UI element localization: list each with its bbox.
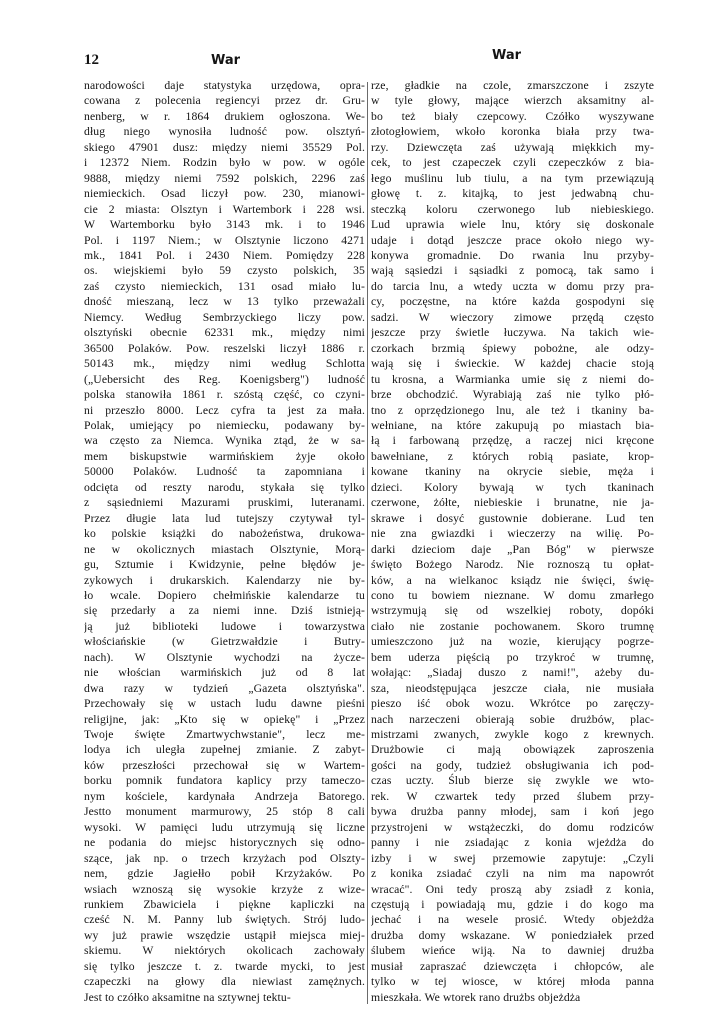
text-line: borku pomnik fundatora kaplicy przy tameczo- [84,774,365,788]
text-line: ne w okolicznych miastach Olsztynie, Morą- [84,542,365,556]
text-line: cek, to jest czapeczek czyli czepeczków z bia- [371,156,654,170]
text-line: bawełniane, z których robią pasiate, krop- [371,449,654,463]
text-line: skrawe i dosyć gustownie dobierane. Lud ten [371,511,654,525]
text-line: steczką koloru czerwonego lub niebieskiego. [371,202,654,216]
column-divider [367,82,368,1004]
text-line: się tylko jeszcze t. z. twarde mycki, to jest [84,959,365,973]
text-line: ślubem wieńce wiją. Na to dawniej drużba [371,944,654,958]
text-line: cowana z polecenia regiencyi przez dr. Gru- [84,94,365,108]
text-line: wają się i świeckie. W każdej chacie stoją [371,357,654,371]
text-line: święto Bożego Narodz. Nie roznoszą tu opłat- [371,558,654,572]
text-line: Przechowały się w ustach ludu dawne pieśni [84,697,365,711]
text-line: konywa gromadnie. Do rwania lnu przyby- [371,248,654,262]
text-line: wsiach wznoszą się wysokie krzyże z wize- [84,882,365,896]
text-line: zykowych i drukarskich. Kalendarzy nie by- [84,573,365,587]
text-line: rze, gładkie na czole, zmarszczone i zszyte [371,79,654,92]
text-line: pieszo iść obok wozu. Wkrótce po zaręczy- [371,697,654,711]
text-line: skiego 47901 dusz: między niemi 35529 Pol. [84,140,365,154]
text-line: ło wcale. Dopiero chełmińskie kalendarze tu [84,588,365,602]
text-line: ni przeszło 8000. Lecz cyfra ta jest za mała. [84,403,365,417]
text-line: 9888, między niemi 7592 polskich, 2296 zaś [84,171,365,185]
text-line: lodya ich uległa zupełnej zmianie. Z zabyt- [84,743,365,757]
text-line: mk., 1841 Pol. i 2430 Niem. Pomiędzy 228 [84,248,365,262]
text-line: os. wiejskiemi było 59 czysto polskich, 35 [84,264,365,278]
text-line: jeszcze przy świetle łuczywa. Na takich wie- [371,326,654,340]
text-line: wy już prawie wszędzie ustąpił miejsca miej- [84,928,365,942]
text-line: cześć N. M. Panny lub świętych. Strój ludo- [84,913,365,927]
text-line: w tyle głowy, mające wierzch aksamitny al- [371,94,654,108]
text-line: do tarcia lnu, a wtedy uczta w domu przy pra- [371,279,654,293]
text-line: bem uderza pięścią po trzykroć w trumnę, [371,650,654,664]
text-line: mistrzami zwanych, zwykle kogo z krewnych. [371,728,654,742]
text-line: 50000 Polaków. Ludność ta zapomniana i [84,465,365,479]
text-line: przystrojeni w wstążeczki, do domu rodziców [371,820,654,834]
text-line: niemieckich. Osad liczył pow. 230, mianowi- [84,187,365,201]
text-line: ków przeszłości przechował się w Wartem- [84,758,365,772]
text-line: cy, poczęstne, na które każda gospodyni się [371,295,654,309]
text-line: rzy. Dziewczęta zaś używają miękkich my- [371,140,654,154]
text-line: tylko w tej wiosce, w której młoda panna [371,975,654,989]
text-line: czapeczki na głowy dla niewiast zamężnych. [84,975,365,989]
text-line: gości na gody, tudzież obsługiwania ich pod- [371,758,654,772]
text-line: skiemu. W niektórych okolicach zachowały [84,944,365,958]
text-line: darki dzieciom daje „Pan Bóg" w pierwsze [371,542,654,556]
text-line: Jestto monument marmurowy, 25 stóp 8 cali [84,805,365,819]
text-line: dwa razy w tydzień „Gazeta olsztyńska". [84,681,365,695]
text-line: dność mieszaną, lecz w 13 tylko przeważali [84,295,365,309]
text-line: mieszkała. We wtorek rano drużbs objeżdża [371,990,581,1004]
text-column-left [84,78,365,1004]
text-line: mem biskupstwie warmińskiem żyje około [84,449,365,463]
text-line: ne podania do miejsc historycznych się odno- [84,836,365,850]
text-line: się przedarły a za niemi inne. Dziś istnieją- [84,604,365,618]
text-line: czorkach brzmią śpiewy pobożne, ale odzy- [371,341,654,355]
text-line: dług niego wynosiła ludność pow. olsztyń- [84,125,365,139]
text-line: wracać". Oni tedy proszą aby zsiadł z konia, [371,882,654,896]
text-line: runkiem Zbawiciela i piękne kapliczki na [84,898,365,912]
text-line: bywa drużba panny młodej, sam i koń jego [371,805,654,819]
text-line: ciało nie zostanie pochowanem. Skoro trumnę [371,619,654,633]
text-line: wełniane, na które zakupują po miastach bia- [371,418,654,432]
text-line: jechać i na wesele prosić. Wtedy objeżdża [371,913,654,927]
text-line: bo też biały czepcowy. Czółko wyszywane [371,109,654,123]
text-line: częstują i powiadają mu, gdzie i do kogo ma [371,898,654,912]
text-line: włościańskie (w Gietrzwałdzie i Butry- [84,635,365,649]
text-line: Jest to czółko aksamitne na sztywnej tektu- [84,990,291,1004]
text-line: odcięta od reszty narodu, stykała się tylko [84,480,365,494]
text-line: nem, gdzie Jagiełło pobił Krzyżaków. Po [84,867,365,881]
text-line: ją już biblioteki ludowe i towarzystwa [84,619,365,633]
text-line: Niemcy. Według Sembrzyckiego liczy pow. [84,310,365,324]
text-line: nie włościan warmińskich już od 8 lat [84,666,365,680]
text-line: Drużbowie ci mają obowiązek zaproszenia [371,743,654,757]
text-line: drużba domy wskazane. W poniedziałek przed [371,928,654,942]
text-line: brze obchodzić. Wyrabiają zaś nie tylko płó- [371,388,654,402]
text-line: umieszczono już na wozie, kierujący pogrze- [371,635,654,649]
text-line: tu krosna, a Warmianka umie się z niemi do- [371,372,654,386]
text-line: cono tu bowiem nieznane. W domu zmarłego [371,588,654,602]
text-line: Pol. i 1197 Niem.; w Olsztynie liczono 4271 [84,233,365,247]
text-line: wołając: „Siadaj duszo z nami!", ażeby du- [371,666,654,680]
text-line: Polak, umiejący po niemiecku, podawany by- [84,418,365,432]
text-line: polska stanowiła 1861 r. szóstą część, co czyni- [84,388,365,402]
text-line: nie zna gwiazdki i wieczerzy na wilię. Po- [371,527,654,541]
text-line: z sąsiedniemi Mazurami pruskimi, luteranami. [84,496,365,510]
text-line: 36500 Polaków. Pow. reszelski liczył 1886 r. [84,341,365,355]
text-line: religijne, jak: „Kto się w opiekę" i „Przez [84,712,365,726]
running-head-left: War [211,53,241,68]
text-line: cie 2 miasta: Olsztyn i Wartembork i 228 wsi. [84,202,365,216]
text-line: wają sąsiedzi i sąsiadki z pomocą, tak samo i [371,264,654,278]
text-line: nach). W Olsztynie wychodzi na życze- [84,650,365,664]
text-line: sadzi. W wieczory zimowe przędą często [371,310,654,324]
page-header [0,48,720,74]
text-line: olsztyński obecnie 62331 mk., między nimi [84,326,365,340]
text-line: kowane tkaniny na okrycie siebie, męża i [371,465,654,479]
text-line: W Wartemborku było 3143 mk. i to 1946 [84,218,365,232]
text-line: ko polskie książki do nabożeństwa, drukowa- [84,527,365,541]
text-line: izby i w swej przemowie zapytuje: „Czyli [371,851,654,865]
text-line: panny i nie zsiadając z konia wjeżdża do [371,836,654,850]
text-line: nach narzeczeni obierają sobie drużbów, plac- [371,712,654,726]
text-line: łego muślinu lub tiulu, a na tym przewiązują [371,171,654,185]
text-line: zaś czysto niemieckich, 131 osad miało lu- [84,279,365,293]
text-line: i 12372 Niem. Rodzin było w pow. w ogóle [84,156,365,170]
text-line: wstrzymują się od wszelkiej roboty, dopóki [371,604,654,618]
text-line: 50143 mk., między nimi według Schlotta [84,357,365,371]
text-line: nenberg, w r. 1864 drukiem ogłoszona. We- [84,109,365,123]
text-line: dzieci. Kolory bywają w tych tkaninach [371,480,654,494]
text-line: Twoje święte Zmartwychwstanie", lecz me- [84,728,365,742]
text-line: szące, jak np. o trzech krzyżach pod Olszty- [84,851,365,865]
page-number: 12 [84,52,99,68]
text-line: musiał zapraszać dziewczęta i chłopców, ale [371,959,654,973]
text-line: nym kościele, kardynała Andrzeja Batorego. [84,789,365,803]
text-line: wa często za Niemca. Wynika ztąd, że w sa- [84,434,365,448]
text-line: rek. W czwartek tedy przed ślubem przy- [371,789,654,803]
text-line: udaje i dotąd jeszcze prace około niego wy- [371,233,654,247]
text-line: wysoki. W pamięci ludu utrzymują się liczne [84,820,365,834]
text-line: czerwone, żółte, niebieskie i brunatne, nie ja- [371,496,654,510]
text-line: sza, nieodstępująca jeszcze ciała, nie musiała [371,681,654,695]
text-line: Przez długie lata lud tutejszy czytywał tyl- [84,511,365,525]
text-line: tno z oprzędzionego lnu, ale też i tkaniny ba- [371,403,654,417]
text-line: („Uebersicht des Reg. Koenigsberg") ludność [84,372,365,386]
text-line: narodowości daje statystyka urzędowa, opra- [84,79,365,92]
text-line: Lud uprawia wiele lnu, który się doskonale [371,218,654,232]
text-line: głowę t. z. kitajką, to jest jedwabną chu- [371,187,654,201]
text-line: ków, a na wielkanoc ksiądz nie święci, świę- [371,573,654,587]
text-column-right [371,78,654,1004]
text-line: gu, Sztumie i Kwidzynie, pełne błędów je- [84,558,365,572]
text-line: czas uczty. Ślub bierze się zwykle we wto- [371,774,654,788]
running-head-right: War [492,48,522,63]
text-line: z konika zsiadać czyli na nim ma napowrót [371,867,654,881]
text-line: złotogłowiem, wkoło koronka biała przy twa- [371,125,654,139]
text-line: łą i farbowaną przędzę, a raczej nici kręcone [371,434,654,448]
